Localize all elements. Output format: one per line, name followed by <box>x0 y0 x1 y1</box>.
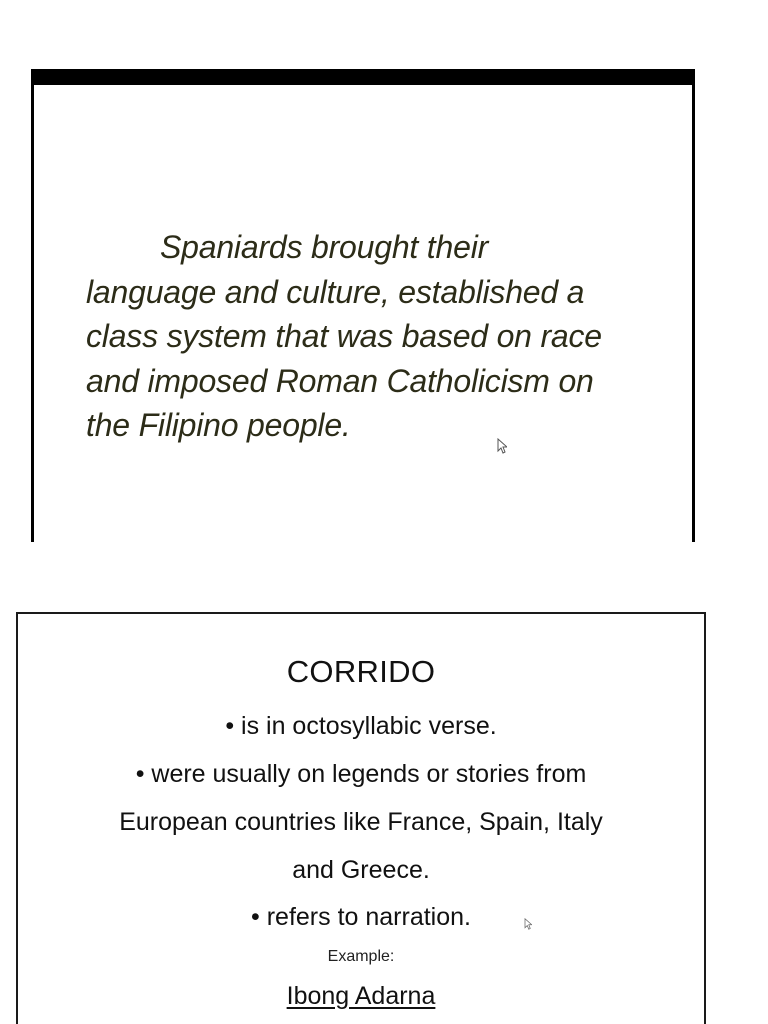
slide-title: CORRIDO <box>286 654 436 689</box>
paragraph-line: the Filipino people. <box>86 407 351 443</box>
bullet-item: • refers to narration. <box>251 903 471 931</box>
mouse-pointer-icon <box>524 918 532 930</box>
slide-corrido <box>16 612 706 1024</box>
bullet-item-continued: and Greece. <box>292 856 430 884</box>
slide-spanish-influence <box>31 69 695 542</box>
bullet-item: • is in octosyllabic verse. <box>225 712 497 740</box>
bullet-item: • were usually on legends or stories from <box>135 760 587 788</box>
paragraph-line: class system that was based on race <box>86 318 602 354</box>
example-work-title: Ibong Adarna <box>286 982 436 1010</box>
example-label: Example: <box>327 948 395 965</box>
slide-paragraph <box>86 225 696 448</box>
bullet-item-continued: European countries like France, Spain, Italy <box>119 808 603 836</box>
paragraph-line: language and culture, established a <box>86 273 585 310</box>
mouse-pointer-icon <box>497 438 507 454</box>
paragraph-line: and imposed Roman Catholicism on <box>86 362 594 399</box>
paragraph-line: Spaniards brought their <box>160 229 489 265</box>
